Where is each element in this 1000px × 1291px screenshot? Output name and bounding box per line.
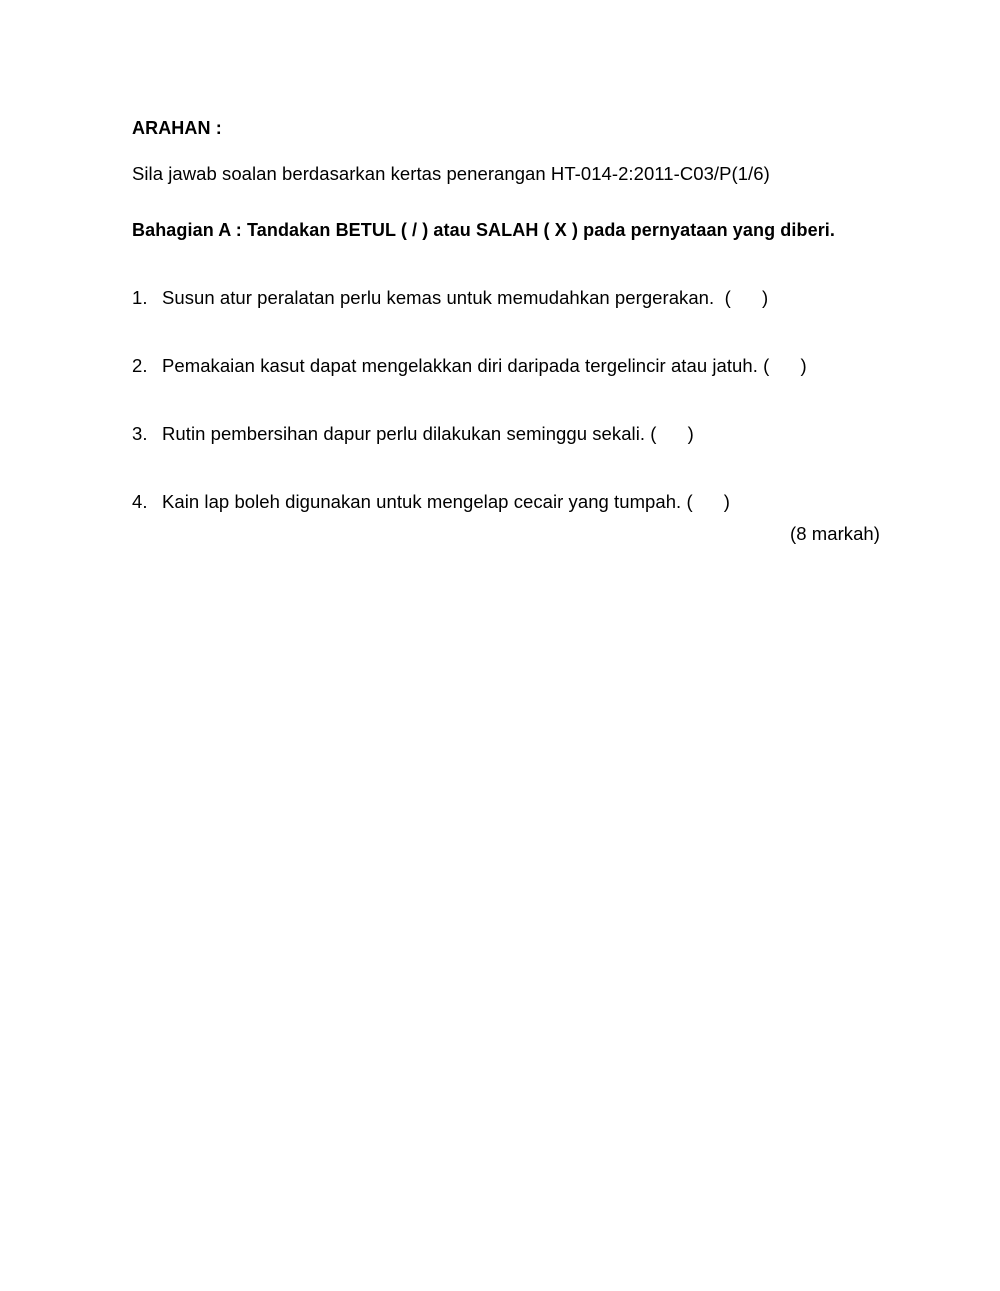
- question-number: 2.: [132, 355, 148, 376]
- question-statement: Susun atur peralatan perlu kemas untuk memudahkan pergerakan.: [162, 287, 715, 308]
- question-item: [132, 287, 912, 355]
- question-text: [162, 287, 768, 309]
- section-a-title: Bahagian A : Tandakan BETUL ( / ) atau SALAH ( X ) pada pernyataan yang diberi.: [132, 220, 836, 240]
- question-list: [132, 287, 912, 559]
- answer-box[interactable]: ( ): [714, 287, 769, 308]
- question-statement: Kain lap boleh digunakan untuk mengelap cecair yang tumpah.: [162, 491, 682, 512]
- answer-box[interactable]: ( ): [645, 423, 694, 444]
- question-number: 1.: [132, 287, 148, 308]
- instructions-heading: ARAHAN :: [132, 118, 222, 138]
- question-item: [132, 355, 912, 423]
- question-number: 3.: [132, 423, 148, 444]
- answer-box[interactable]: ( ): [681, 491, 731, 512]
- question-item: [132, 423, 912, 491]
- answer-box[interactable]: ( ): [757, 355, 807, 376]
- question-statement: Pemakaian kasut dapat mengelakkan diri daripada tergelincir atau jatuh.: [162, 355, 758, 376]
- question-text: [162, 355, 807, 377]
- question-text: [162, 423, 694, 445]
- total-marks: (8 markah): [790, 523, 880, 544]
- instruction-text: Sila jawab soalan berdasarkan kertas penerangan HT-014-2:2011-C03/P(1/6): [132, 163, 770, 184]
- question-statement: Rutin pembersihan dapur perlu dilakukan seminggu sekali.: [162, 423, 646, 444]
- question-text: [162, 491, 730, 513]
- question-number: 4.: [132, 491, 148, 512]
